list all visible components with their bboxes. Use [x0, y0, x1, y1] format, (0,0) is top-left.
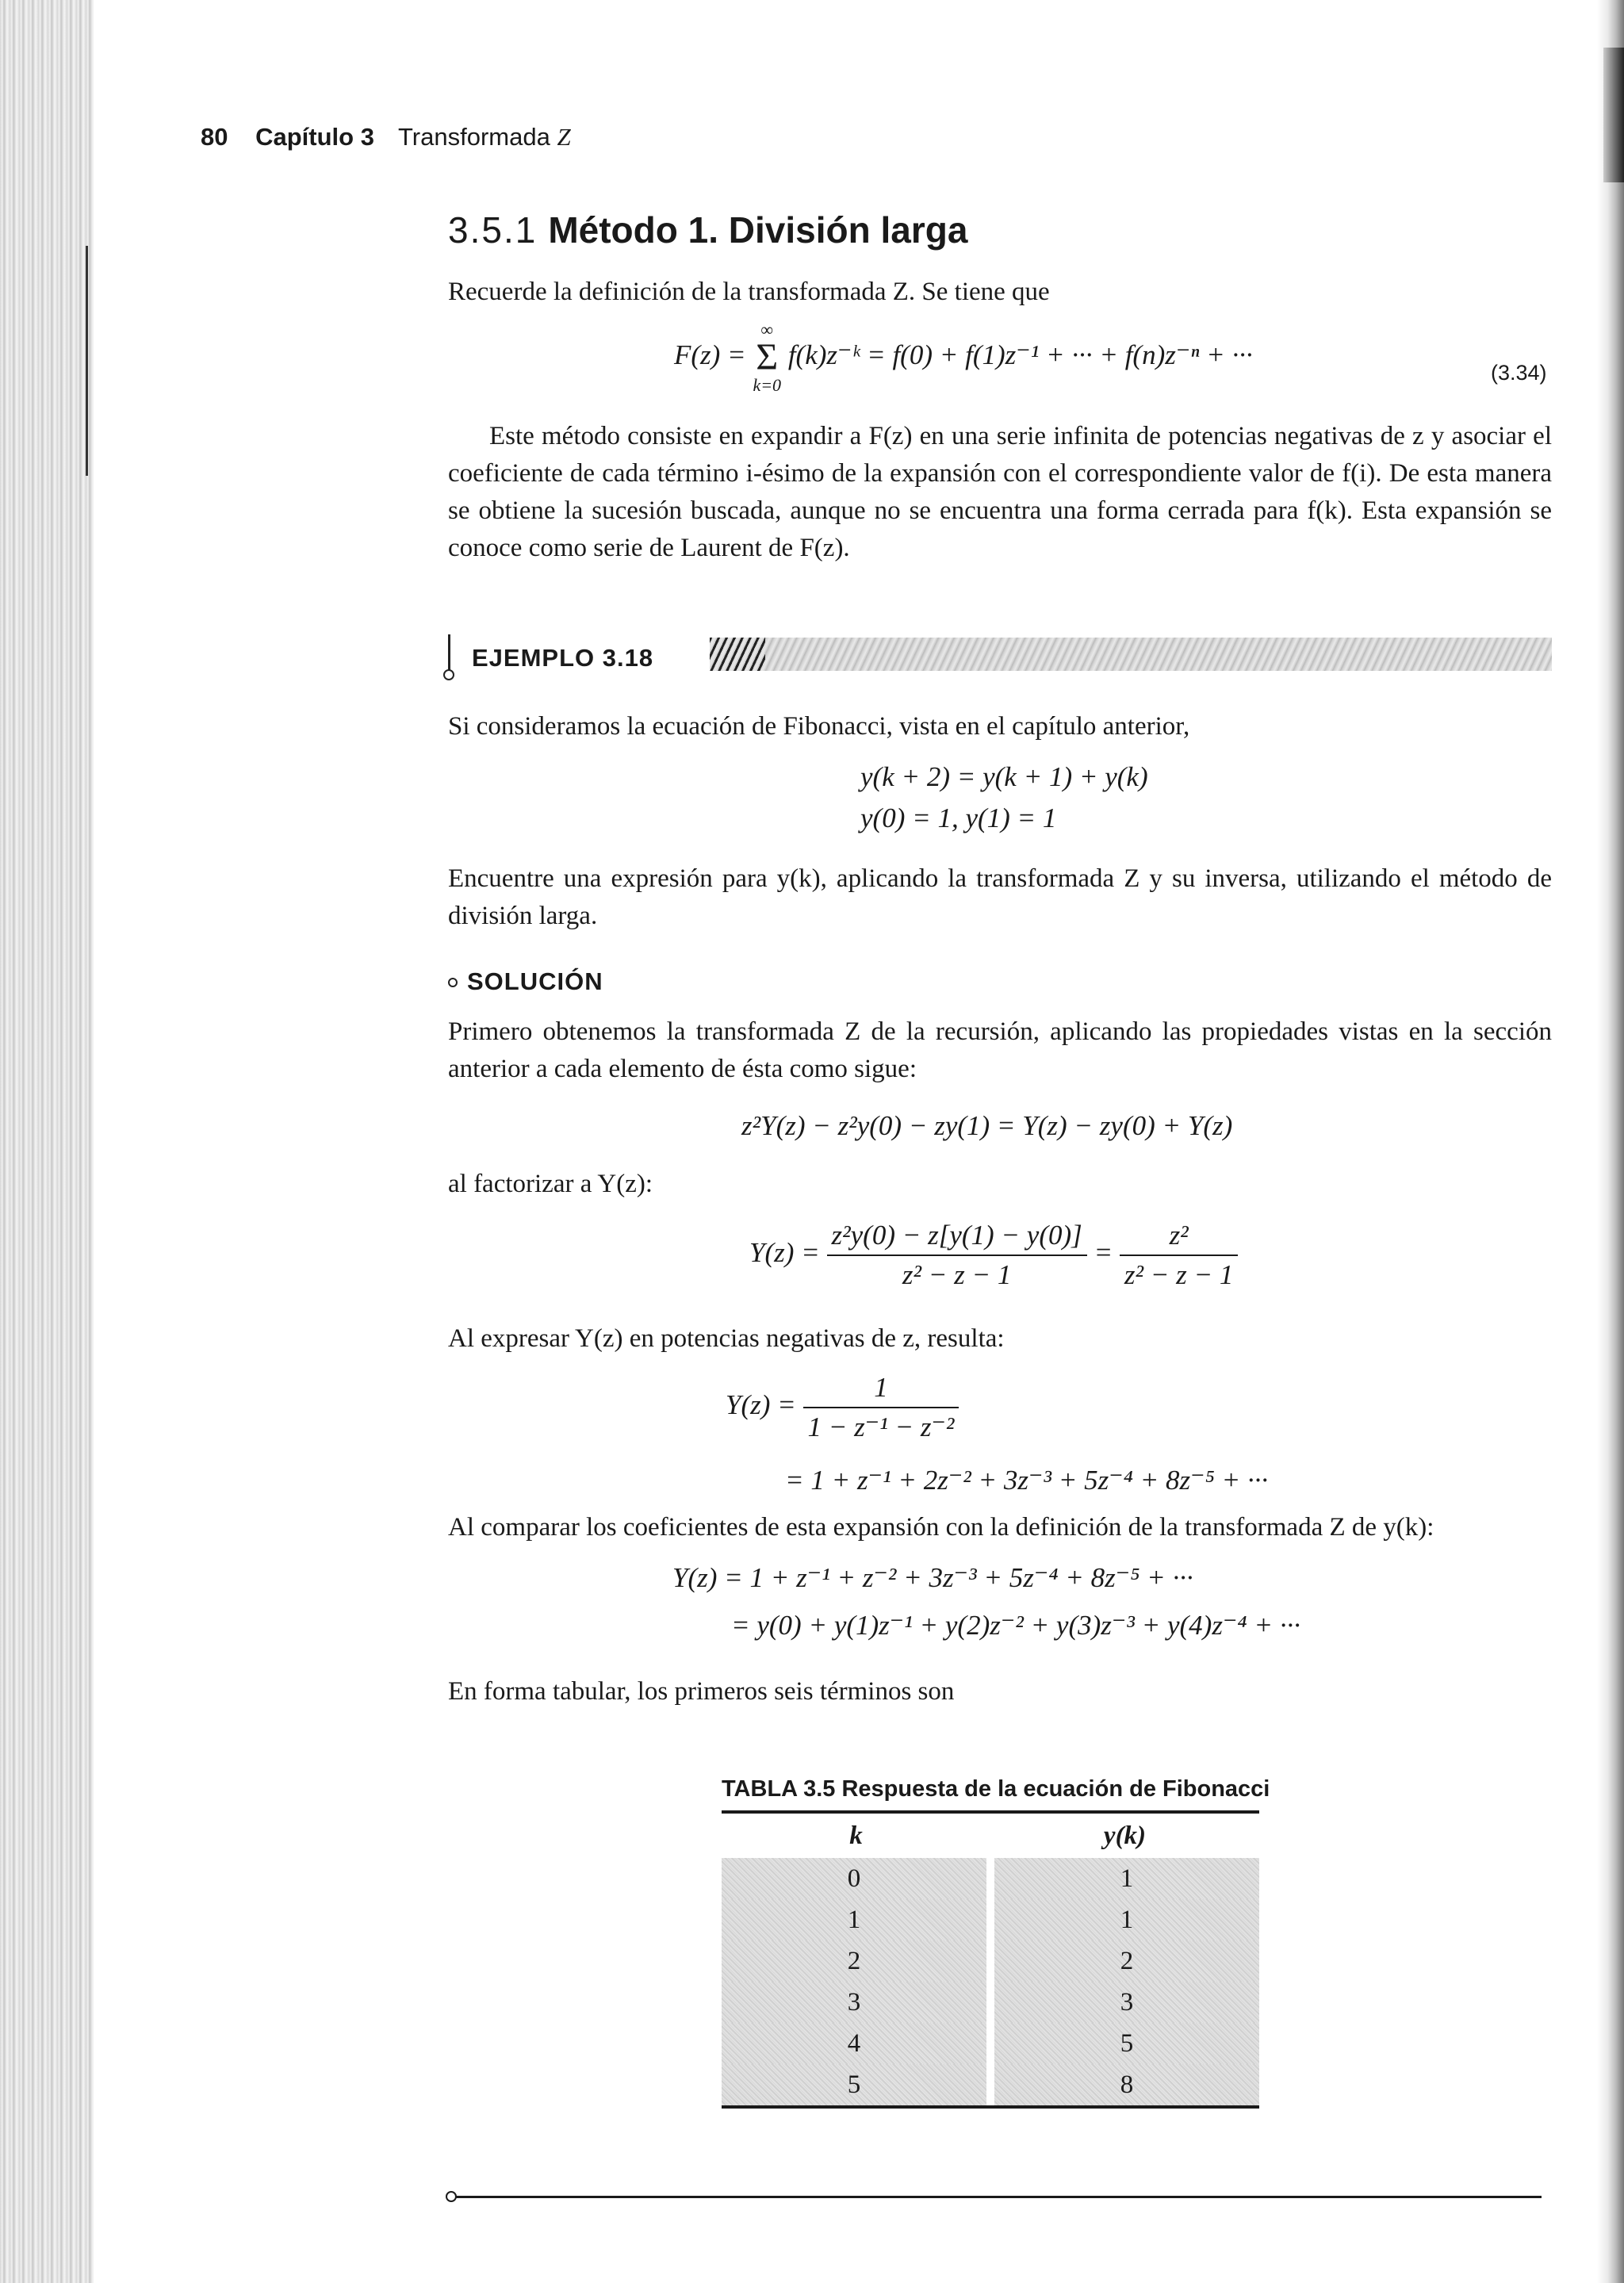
- example-intro: Si consideramos la ecuación de Fibonacci, vista en el capítulo anterior,: [448, 712, 1190, 741]
- table-cell-k: 4: [722, 2023, 986, 2064]
- table-cell-yk: 1: [994, 1899, 1259, 1940]
- summation-symbol: ∞ Σ k=0: [753, 320, 782, 395]
- solution-paragraph-2: al factorizar a Y(z):: [448, 1170, 653, 1198]
- eq-lhs: F(z) =: [674, 339, 746, 371]
- series-expansion: = 1 + z⁻¹ + 2z⁻² + 3z⁻³ + 5z⁻⁴ + 8z⁻⁵ + ···: [785, 1465, 1269, 1496]
- scan-right-edge: [1597, 0, 1624, 2283]
- factorized-equation: Y(z) = $\frac{\text{z²y(0) − z[y(1) − y(0)]}}{\text{z² − z − 1}}$ = $\frac{\text{z²}}{\text{z² − z − 1}}$: [749, 1220, 1238, 1291]
- chapter-label: Capítulo 3: [255, 123, 374, 151]
- table-cell-yk: 2: [994, 1940, 1259, 1982]
- solution-paragraph-5: En forma tabular, los primeros seis términos son: [448, 1677, 955, 1706]
- table-cell-yk: 3: [994, 1982, 1259, 2023]
- example-circle-marker: [443, 669, 454, 680]
- example-task: Encuentre una expresión para y(k), aplicando la transformada Z y su inversa, utilizando el método de división larga.: [448, 864, 1552, 930]
- intro-paragraph: Recuerde la definición de la transformada Z. Se tiene que: [448, 278, 1050, 306]
- example-stripes: [710, 638, 765, 671]
- negative-powers-equation: [726, 1372, 959, 1443]
- fibonacci-table: [722, 1810, 1259, 2109]
- fraction-3: $\frac{1}{\text{1 − z⁻¹ − z⁻²}}$: [803, 1372, 959, 1443]
- example-bracket: [448, 634, 450, 672]
- comparison-line-1: Y(z) = 1 + z⁻¹ + z⁻² + 3z⁻³ + 5z⁻⁴ + 8z⁻⁵ + ···: [672, 1562, 1193, 1593]
- eq-rhs: f(k)z⁻ᵏ = f(0) + f(1)z⁻¹ + ··· + f(n)z⁻ⁿ + ···: [787, 339, 1253, 371]
- solution-paragraph-1: Primero obtenemos la transformada Z de la recursión, aplicando las propiedades vistas en la sección anterior a cada elemento de ésta como sigue:: [448, 1017, 1552, 1083]
- solution-paragraph-4: Al comparar los coeficientes de esta expansión con la definición de la transformada Z de y(k):: [448, 1513, 1434, 1542]
- neg-lhs: Y(z) =: [726, 1389, 796, 1421]
- fraction-1: $\frac{\text{z²y(0) − z[y(1) − y(0)]}}{\text{z² − z − 1}}$: [827, 1220, 1087, 1291]
- fraction-2: $\frac{\text{z²}}{\text{z² − z − 1}}$: [1120, 1220, 1238, 1291]
- example-header: [448, 634, 1552, 682]
- table-cell-yk: 8: [994, 2064, 1259, 2105]
- example-label: EJEMPLO 3.18: [472, 644, 654, 672]
- table-cell-k: 2: [722, 1940, 986, 1982]
- section-heading: Método 1. División larga: [548, 209, 968, 251]
- solution-circle-marker: [448, 978, 458, 987]
- chapter-title: Transformada Z: [398, 123, 571, 151]
- comparison-line-2: = y(0) + y(1)z⁻¹ + y(2)z⁻² + y(3)z⁻³ + y(4)z⁻⁴ + ···: [731, 1610, 1300, 1641]
- table-cell-yk: 5: [994, 2023, 1259, 2064]
- table-cell-k: 3: [722, 1982, 986, 2023]
- solution-label: SOLUCIÓN: [448, 967, 603, 996]
- table-row: [722, 2023, 1259, 2064]
- table-row: [722, 1858, 1259, 1899]
- example-end-circle: [446, 2191, 457, 2202]
- equation-number: (3.34): [1491, 361, 1547, 385]
- fibonacci-equation: y(k + 2) = y(k + 1) + y(k): [860, 761, 1148, 792]
- table-cell-k: 1: [722, 1899, 986, 1940]
- table-caption: TABLA 3.5 Respuesta de la ecuación de Fibonacci: [722, 1776, 1270, 1802]
- fibonacci-initial-conditions: y(0) = 1, y(1) = 1: [860, 802, 1057, 833]
- example-decorative-bar: [710, 638, 1552, 671]
- example-end-rule: [454, 2196, 1542, 2198]
- table-row: [722, 1940, 1259, 1982]
- scan-binding-line: [86, 246, 88, 476]
- table-row: [722, 1899, 1259, 1940]
- table-header-row: [722, 1814, 1259, 1858]
- table-cell-k: 5: [722, 2064, 986, 2105]
- solution-paragraph-3: Al expresar Y(z) en potencias negativas de z, resulta:: [448, 1324, 1005, 1353]
- scan-right-edge-dark: [1603, 48, 1624, 182]
- running-head: [201, 123, 571, 151]
- factor-lhs: Y(z) =: [749, 1237, 820, 1269]
- z-transform-equation: z²Y(z) − z²y(0) − zy(1) = Y(z) − zy(0) + Y(z): [741, 1110, 1233, 1141]
- scan-binding-edge: [0, 0, 94, 2283]
- page-number: 80: [201, 123, 228, 151]
- equation-3-34: [674, 321, 1253, 394]
- table-cell-k: 0: [722, 1858, 986, 1899]
- table-header-yk: y(k): [1103, 1821, 1147, 1850]
- section-number: 3.5.1: [448, 209, 538, 251]
- section-title: [448, 209, 1552, 251]
- table-row: [722, 2064, 1259, 2105]
- method-paragraph: Este método consiste en expandir a F(z) en una serie infinita de potencias negativas de z y asociar el coeficiente de cada término i-ésimo de la expansión con el correspondiente valor de f(i). De esta manera se obtiene la sucesión buscada, aunque no se encuentra una forma cerrada para f(k). Esta expansión se conoce como serie de Laurent de F(z).: [448, 422, 1552, 562]
- table-header-k: k: [849, 1821, 863, 1850]
- table-cell-yk: 1: [994, 1858, 1259, 1899]
- table-row: [722, 1982, 1259, 2023]
